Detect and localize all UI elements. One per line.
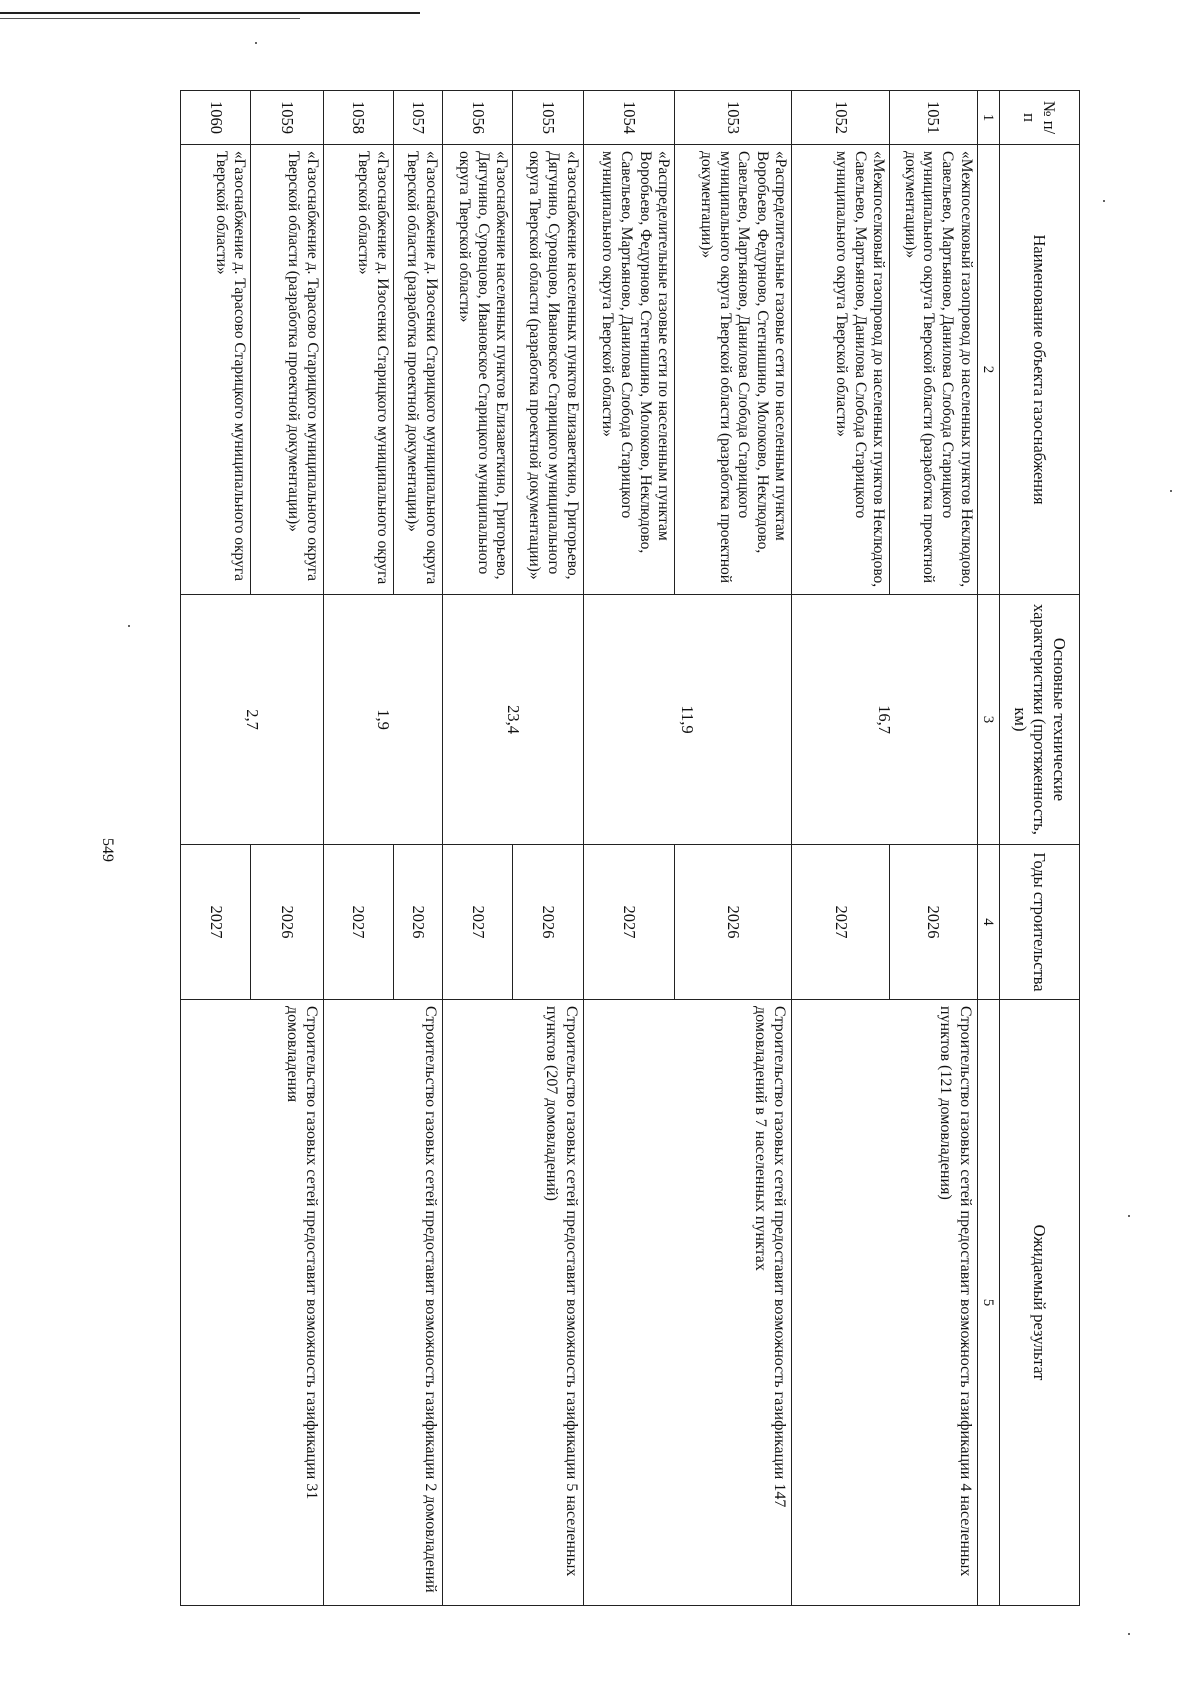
length-km: 2,7 bbox=[181, 595, 324, 845]
scan-edge-line bbox=[0, 12, 420, 14]
expected-result: Строительство газовых сетей предоставит возможность газификации 2 домовладений bbox=[323, 1000, 442, 1606]
table-row bbox=[675, 91, 792, 1606]
construction-year: 2027 bbox=[792, 845, 890, 1000]
table-row bbox=[251, 91, 323, 1606]
row-number: 1055 bbox=[513, 91, 583, 145]
row-number: 1054 bbox=[583, 91, 675, 145]
scan-speck bbox=[1128, 1633, 1130, 1635]
expected-result: Строительство газовых сетей предоставит возможность газификации 5 населенных пунктов (207 домовладений) bbox=[443, 1000, 584, 1606]
rotated-table-frame bbox=[180, 90, 1080, 1605]
construction-year: 2026 bbox=[251, 845, 323, 1000]
expected-result: Строительство газовых сетей предоставит возможность газификации 147 домовладений в 7 населенных пунктах bbox=[583, 1000, 792, 1606]
object-name: «Межпоселковый газопровод до населенных пунктов Неклюдово, Савельево, Мартьяново, Данилова Слобода Старицкого муниципального округа Тверской области (разработка проектной документации)» bbox=[890, 145, 977, 595]
table-row bbox=[890, 91, 977, 1606]
construction-year: 2026 bbox=[890, 845, 977, 1000]
header-row bbox=[1000, 91, 1080, 1606]
column-number: 2 bbox=[977, 145, 999, 595]
length-km: 23,4 bbox=[443, 595, 584, 845]
object-name: «Распределительные газовые сети по населенным пунктам Воробьево, Федурново, Стегнишино, Молоково, Неклюдово, Савельево, Мартьяново, Данилова Слобода Старицкого муниципального округа Тверской области (разработка проектной документации)» bbox=[675, 145, 792, 595]
construction-year: 2026 bbox=[394, 845, 443, 1000]
construction-year: 2026 bbox=[513, 845, 583, 1000]
object-name: «Межпоселковый газопровод до населенных пунктов Неклюдово, Савельево, Мартьяново, Данилова Слобода Старицкого муниципального округа Тверской области» bbox=[792, 145, 890, 595]
column-number: 4 bbox=[977, 845, 999, 1000]
row-number: 1053 bbox=[675, 91, 792, 145]
object-name: «Газоснабжение д. Тарасово Старицкого муниципального округа Тверской области (разработка проектной документации)» bbox=[251, 145, 323, 595]
construction-year: 2027 bbox=[583, 845, 675, 1000]
column-numbers-row bbox=[977, 91, 999, 1606]
page-number: 549 bbox=[99, 838, 116, 862]
header-number: № п/п bbox=[1000, 91, 1080, 145]
row-number: 1056 bbox=[443, 91, 513, 145]
scan-speck bbox=[1128, 1215, 1130, 1217]
expected-result: Строительство газовых сетей предоставит возможность газификации 31 домовладения bbox=[181, 1000, 324, 1606]
table-row bbox=[394, 91, 443, 1606]
table-row bbox=[513, 91, 583, 1606]
row-number: 1051 bbox=[890, 91, 977, 145]
scan-speck bbox=[128, 625, 130, 627]
construction-year: 2026 bbox=[675, 845, 792, 1000]
length-km: 11,9 bbox=[583, 595, 792, 845]
object-name: «Газоснабжение д. Изосенки Старицкого муниципального округа Тверской области (разработка проектной документации)» bbox=[394, 145, 443, 595]
scan-speck bbox=[1170, 490, 1172, 492]
row-number: 1057 bbox=[394, 91, 443, 145]
header-years: Годы строительства bbox=[1000, 845, 1080, 1000]
gas-supply-table bbox=[180, 90, 1080, 1606]
length-km: 1,9 bbox=[323, 595, 442, 845]
row-number: 1060 bbox=[181, 91, 251, 145]
scan-edge-line bbox=[0, 18, 300, 19]
construction-year: 2027 bbox=[181, 845, 251, 1000]
row-number: 1052 bbox=[792, 91, 890, 145]
object-name: «Газоснабжение д. Тарасово Старицкого муниципального округа Тверской области» bbox=[181, 145, 251, 595]
construction-year: 2027 bbox=[443, 845, 513, 1000]
row-number: 1059 bbox=[251, 91, 323, 145]
scan-speck bbox=[1103, 200, 1105, 202]
object-name: «Газоснабжение населенных пунктов Елизаветкино, Григорьево, Дягунино, Суровцово, Ивановское Старицкого муниципального округа Тверской области (разработка проектной документации)» bbox=[513, 145, 583, 595]
object-name: «Распределительные газовые сети по населенным пунктам Воробьево, Федурново, Стегнишино, Молоково, Неклюдово, Савельево, Мартьяново, Данилова Слобода Старицкого муниципального округа Тверской области» bbox=[583, 145, 675, 595]
scan-speck bbox=[255, 42, 257, 44]
header-result: Ожидаемый результат bbox=[1000, 1000, 1080, 1606]
column-number: 5 bbox=[977, 1000, 999, 1606]
construction-year: 2027 bbox=[323, 845, 393, 1000]
object-name: «Газоснабжение д. Изосенки Старицкого муниципального округа Тверской области» bbox=[323, 145, 393, 595]
object-name: «Газоснабжение населенных пунктов Елизаветкино, Григорьево, Дягунино, Суровцово, Ивановское Старицкого муниципального округа Тверской области» bbox=[443, 145, 513, 595]
expected-result: Строительство газовых сетей предоставит возможность газификации 4 населенных пунктов (121 домовладения) bbox=[792, 1000, 977, 1606]
column-number: 1 bbox=[977, 91, 999, 145]
length-km: 16,7 bbox=[792, 595, 977, 845]
header-characteristics: Основные технические характеристики (протяженность, км) bbox=[1000, 595, 1080, 845]
row-number: 1058 bbox=[323, 91, 393, 145]
header-object-name: Наименование объекта газоснабжения bbox=[1000, 145, 1080, 595]
column-number: 3 bbox=[977, 595, 999, 845]
